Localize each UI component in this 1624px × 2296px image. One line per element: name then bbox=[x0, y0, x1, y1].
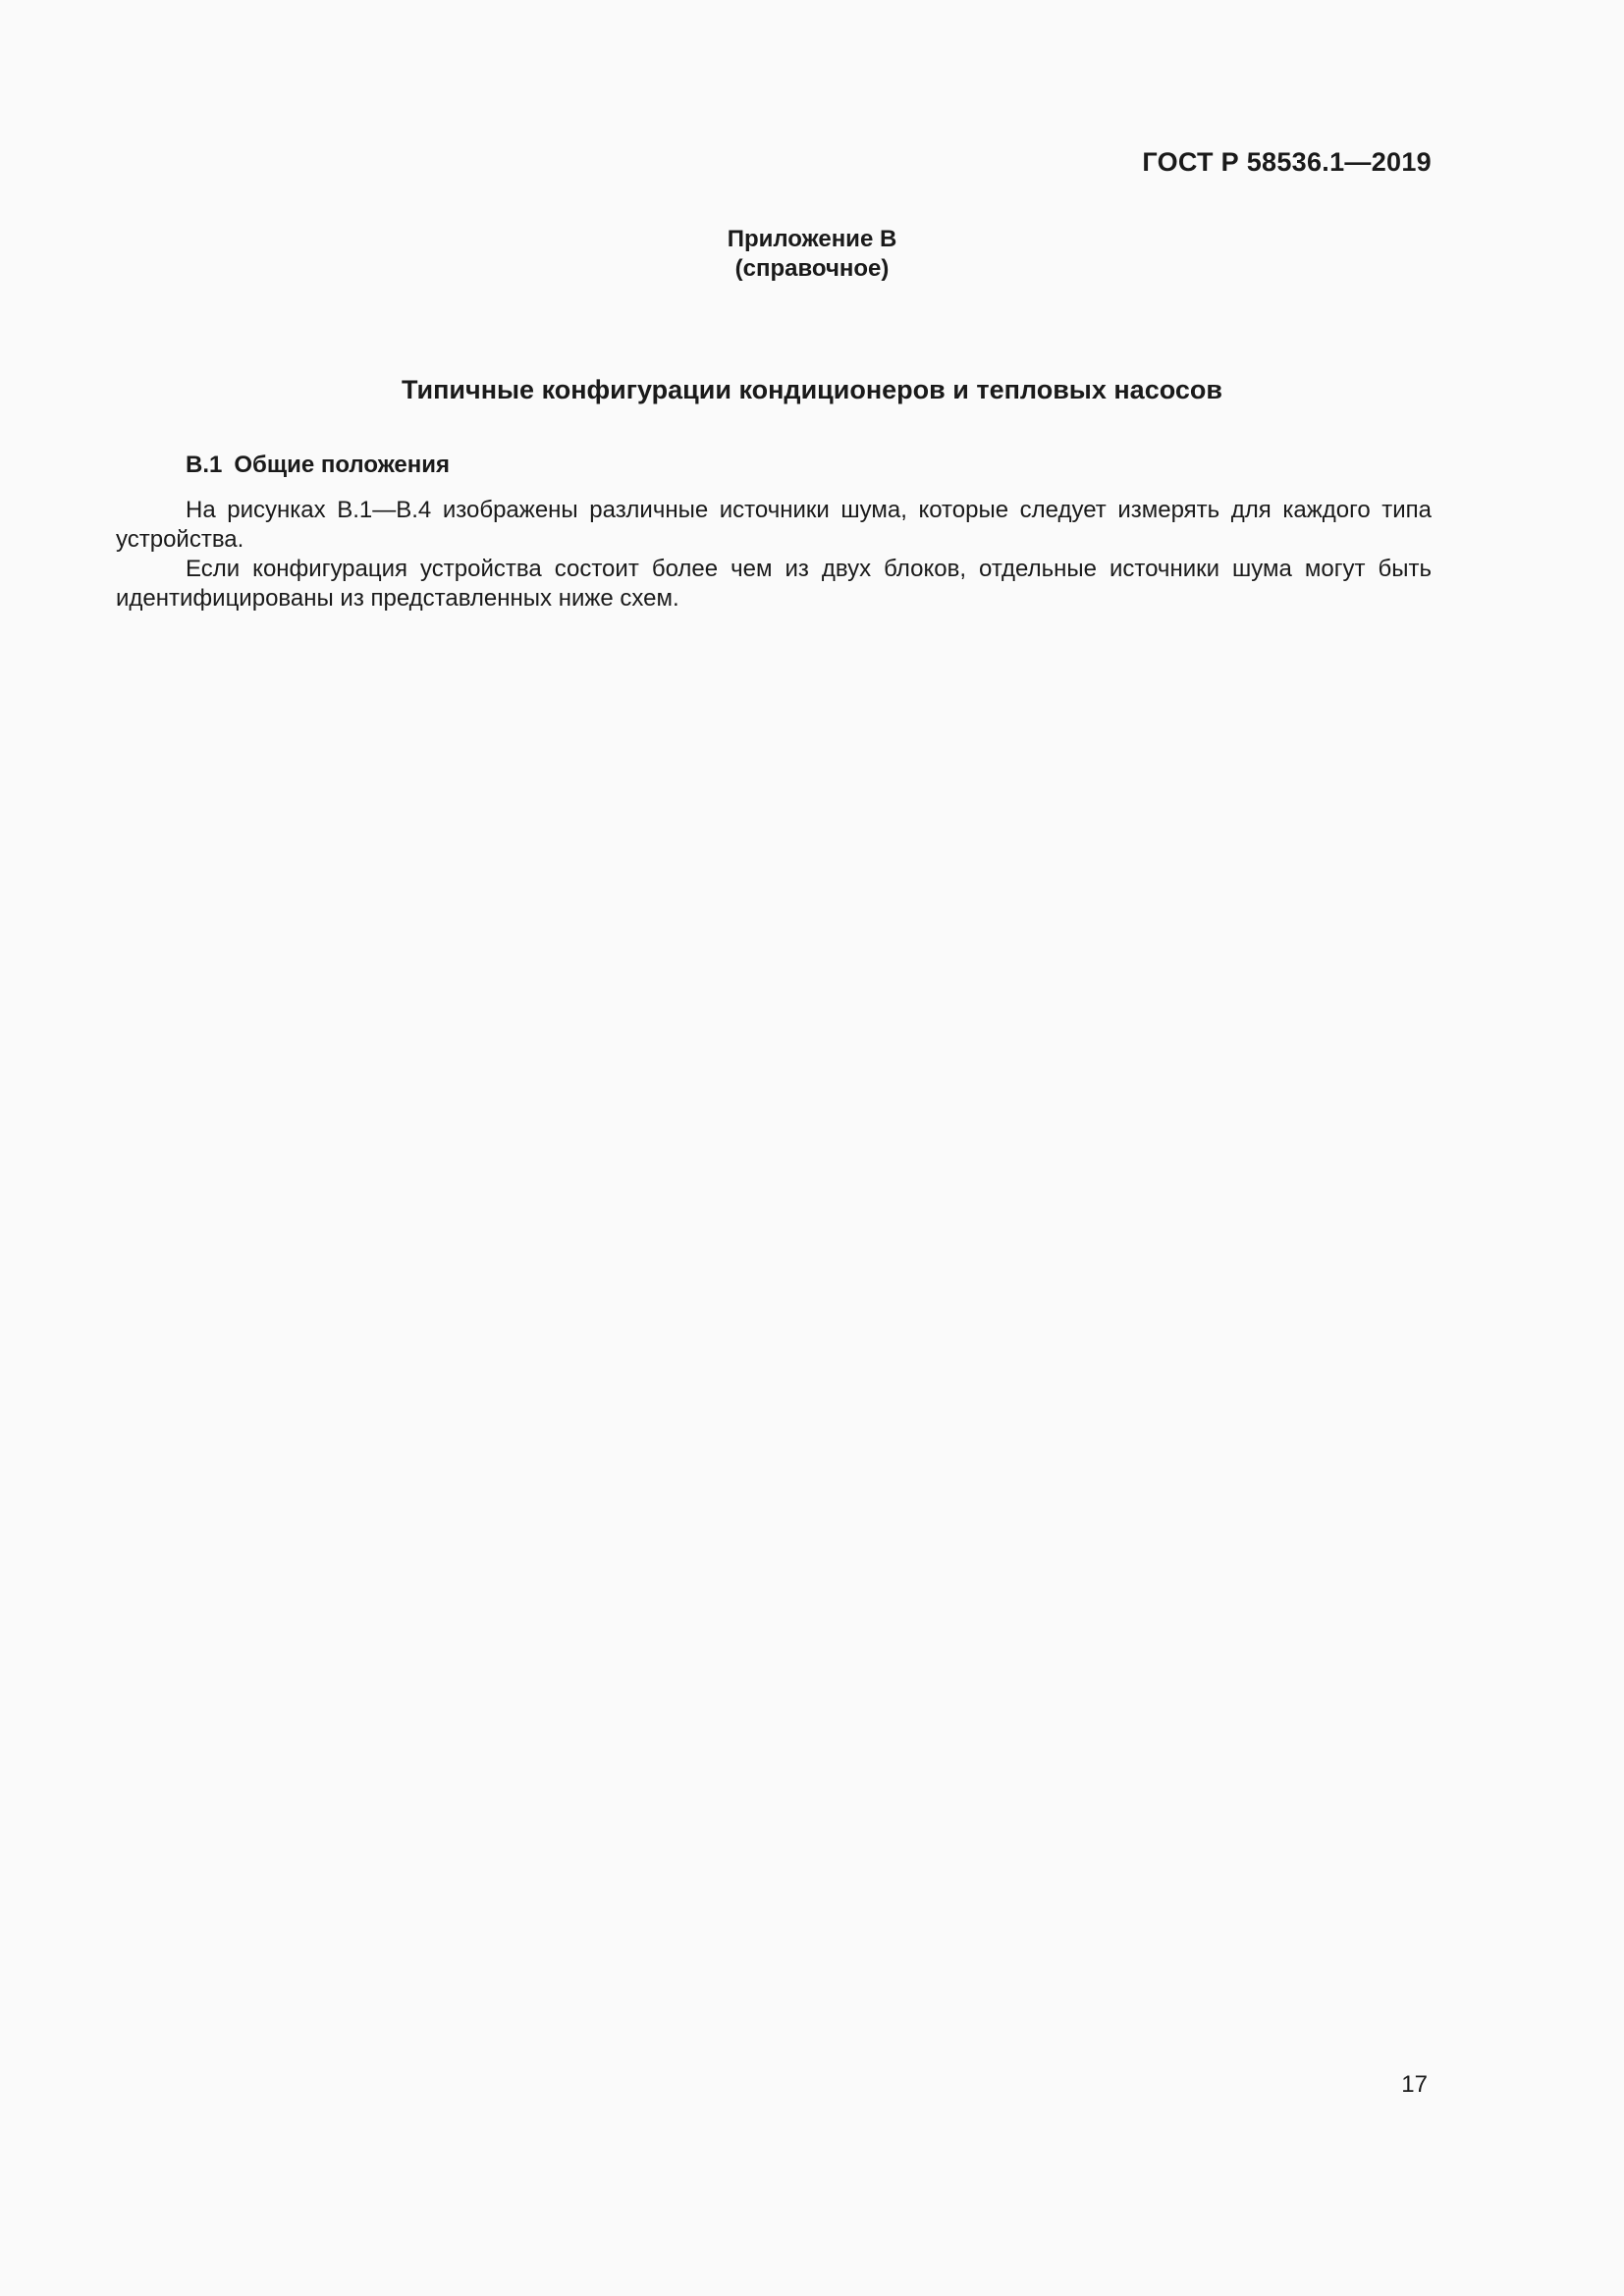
paragraph-2-block bbox=[116, 555, 1432, 614]
appendix-heading bbox=[0, 225, 1624, 284]
standard-code: ГОСТ Р 58536.1—2019 bbox=[1142, 147, 1432, 177]
appendix-label: Приложение В bbox=[727, 226, 897, 252]
section-number: В.1 bbox=[186, 452, 223, 478]
paragraph: На рисунках В.1—В.4 изображены различные источники шума, которые следует измерять для каждого типа устройства. bbox=[116, 497, 1432, 553]
section-heading bbox=[186, 452, 450, 479]
paragraph-1-block bbox=[116, 496, 1432, 555]
section-title: Общие положения bbox=[234, 452, 451, 478]
page-number: 17 bbox=[1401, 2071, 1428, 2098]
paragraph: Если конфигурация устройства состоит более чем из двух блоков, отдельные источники шума могут быть идентифицированы из представленных ниже схем. bbox=[116, 556, 1432, 612]
appendix-title: Типичные конфигурации кондиционеров и тепловых насосов bbox=[402, 375, 1222, 404]
appendix-type: (справочное) bbox=[734, 255, 890, 282]
